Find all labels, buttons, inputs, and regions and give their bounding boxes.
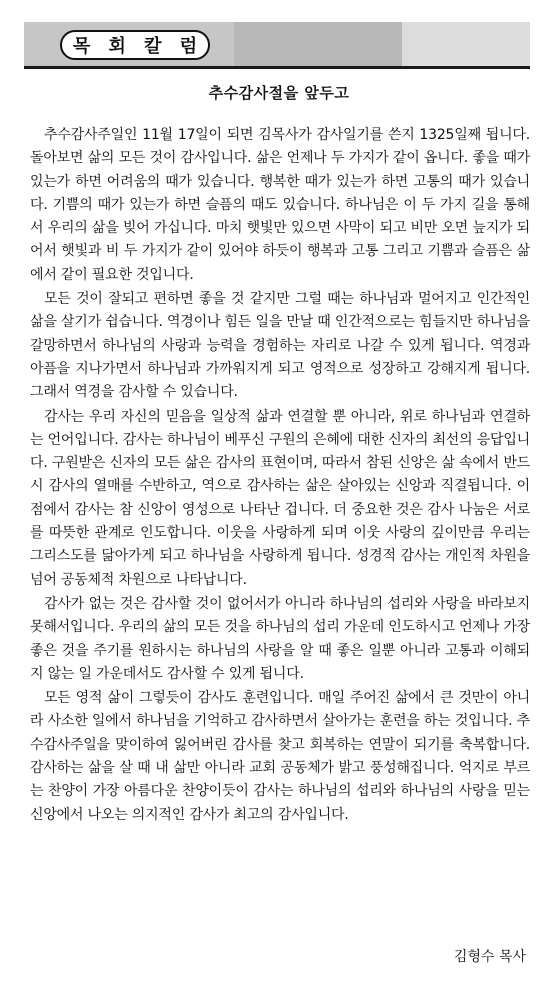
article-author: 김형수 목사 [453, 949, 526, 965]
article-paragraph: 추수감사주일인 11월 17일이 되면 김목사가 감사일기를 쓴지 1325일째 됩니다. 돌아보면 삶의 모든 것이 감사입니다. 삶은 언제나 두 가지가 같이 옵니다. 좋을 때가 있는가 하면 어려움의 때가 있습니다. 행복한 때가 있는가 하면 고통의 때가 있습니다. 기쁨의 때가 있는가 하면 슬픔의 때도 있습니다. 하나님은 이 두 가지 길을 통해서 우리의 삶을 빚어 가십니다. 마치 햇빛만 있으면 사막이 되고 비만 오면 늪지가 되어서 햇빛과 비 두 가지가 같이 있어야 하듯이 행복과 고통 그리고 기쁨과 슬픔은 삶에서 같이 필요한 것입니다. [30, 127, 530, 283]
header-band-segment [402, 22, 530, 66]
article-body [30, 124, 530, 828]
article-paragraph: 감사는 우리 자신의 믿음을 일상적 삶과 연결할 뿐 아니라, 위로 하나님과 연결하는 언어입니다. 감사는 하나님이 베푸신 구원의 은혜에 대한 신자의 최선의 응답입니다. 구원받은 신자의 모든 삶은 감사의 표현이며, 따라서 참된 신앙은 삶 속에서 반드시 감사의 열매를 수반하고, 역으로 감사하는 삶은 살아있는 신앙과 직결됩니다. 이 점에서 감사는 참 신앙이 영성으로 나타난 겁니다. 더 중요한 것은 감사 나눔은 서로를 따뜻한 관계로 인도합니다. 이웃을 사랑하게 되며 이웃 사랑의 깊이만큼 우리는 그리스도를 닮아가게 되고 하나님을 사랑하게 됩니다. 성경적 감사는 개인적 차원을 넘어 공동체적 차원으로 나타납니다. [30, 408, 530, 588]
article-paragraph: 모든 영적 삶이 그렇듯이 감사도 훈련입니다. 매일 주어진 삶에서 큰 것만이 아니라 사소한 일에서 하나님을 기억하고 감사하면서 살아가는 훈련을 하는 것입니다. 추수감사주일을 맞이하여 잃어버린 감사를 찾고 회복하는 연말이 되기를 축복합니다. 감사하는 삶을 살 때 내 삶만 아니라 교회 공동체가 밝고 풍성해집니다. 억지로 부르는 찬양이 가장 아름다운 찬양이듯이 감사는 하나님의 섭리와 하나님의 사랑을 믿는 신앙에서 나오는 의지적인 감사가 최고의 감사입니다. [30, 690, 530, 823]
article-paragraph: 감사가 없는 것은 감사할 것이 없어서가 아니라 하나님의 섭리와 사랑을 바라보지 못해서입니다. 우리의 삶의 모든 것을 하나님의 섭리 가운데 인도하시고 언제나 가장 좋은 것을 주기를 원하시는 하나님의 사랑을 알 때 좋은 일뿐 아니라 고통과 이해되지 않는 일 가운데서도 감사할 수 있게 됩니다. [30, 595, 530, 682]
article-title: 추수감사절을 앞두고 [208, 84, 350, 102]
column-label: 목 회 칼 럼 [60, 30, 210, 60]
header-rule [24, 66, 530, 69]
header-band-segment [234, 22, 402, 66]
article-paragraph: 모든 것이 잘되고 편하면 좋을 것 같지만 그럴 때는 하나님과 멀어지고 인간적인 삶을 살기가 쉽습니다. 역경이나 힘든 일을 만날 때 인간적으로는 힘들지만 하나님을 갈망하면서 하나님의 사랑과 능력을 경험하는 자리로 나갈 수 있게 됩니다. 역경과 아픔을 지나가면서 하나님과 가까워지게 되고 영적으로 성장하고 강해지게 됩니다. 그래서 역경을 감사할 수 있습니다. [30, 291, 530, 401]
